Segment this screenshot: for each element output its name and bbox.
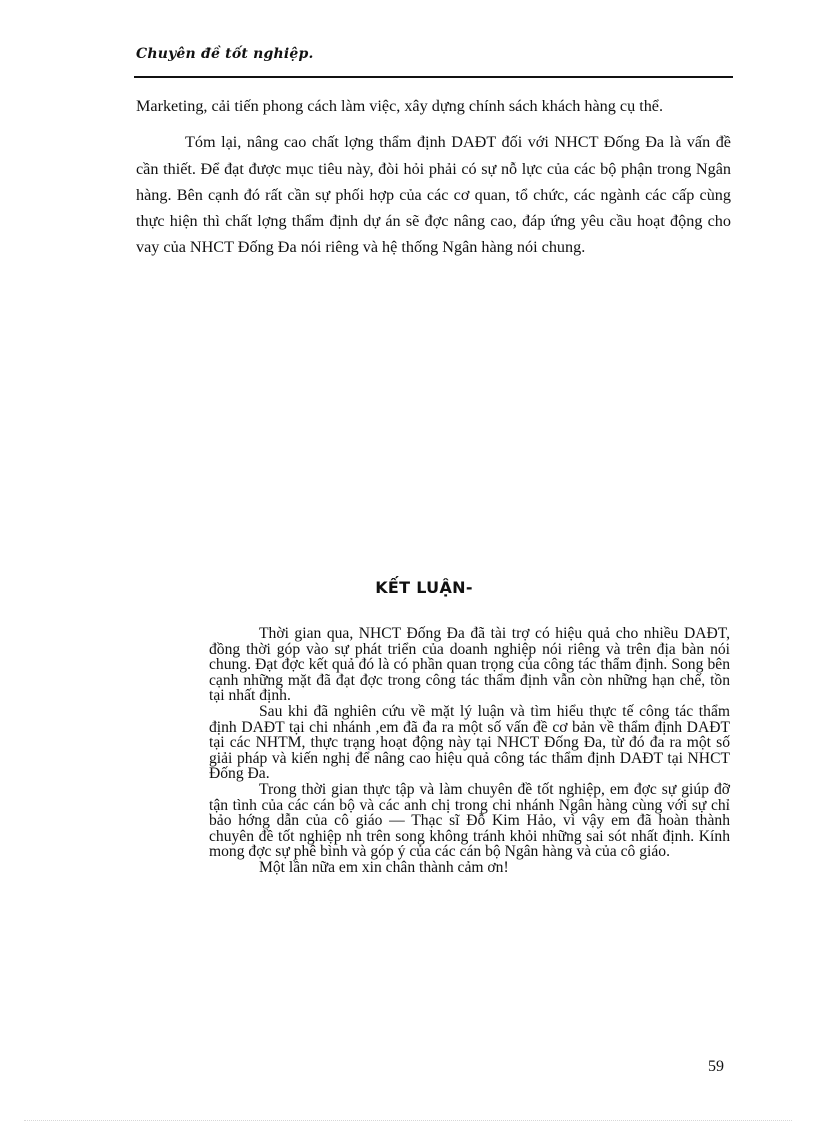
intro-text-block <box>136 93 731 261</box>
conclusion-paragraph-3: Trong thời gian thực tập và làm chuyên đề tốt nghiệp, em đợc sự giúp đỡ tận tình của các cán bộ và các anh chị trong chi nhánh Ngân hàng cùng với sự chỉ bảo hớng dẫn của cô giáo — Thạc sĩ Đỗ Kim Hảo, vì vậy em đã hoàn thành chuyên đề tốt nghiệp nh trên song không tránh khỏi những sai sót nhất định. Kính mong đợc sự phê bình và góp ý của các cán bộ Ngân hàng và của cô giáo. <box>209 780 730 861</box>
page-number: 59 <box>708 1058 724 1075</box>
conclusion-heading: KẾT LUẬN- <box>375 578 473 597</box>
conclusion-paragraph-2: Sau khi đã nghiên cứu về mặt lý luận và tìm hiểu thực tế công tác thẩm định DAĐT tại chi nhánh ,em đã đa ra một số vấn đề cơ bản về thẩm định DAĐT tại các NHTM, thực trạng hoạt động này tại NHCT Đống Đa, từ đó đa ra một số giải pháp và kiến nghị để nâng cao hiệu quả công tác thẩm định DAĐT tại NHCT Đống Đa. <box>209 702 730 783</box>
page-bottom-edge <box>24 1120 792 1121</box>
conclusion-paragraph-4: Một lần nữa em xin chân thành cảm ơn! <box>259 858 509 876</box>
conclusion-text-block <box>209 626 730 876</box>
intro-paragraph-summary: Tóm lại, nâng cao chất lợng thẩm định DAĐT đối với NHCT Đống Đa là vấn đề cần thiết. Để đạt được mục tiêu này, đòi hỏi phải có sự nỗ lực của các bộ phận trong Ngân hàng. Bên cạnh đó rất cần sự phối hợp của các cơ quan, tổ chức, các ngành các cấp cùng thực hiện thì chất lợng thẩm định dự án sẽ đợc nâng cao, đáp ứng yêu cầu hoạt động cho vay của NHCT Đống Đa nói riêng và hệ thống Ngân hàng nói chung. <box>136 133 731 257</box>
header-divider <box>134 76 733 78</box>
conclusion-paragraph-1: Thời gian qua, NHCT Đống Đa đã tài trợ có hiệu quả cho nhiều DAĐT, đồng thời góp vào sự phát triển của doanh nghiệp nói riêng và trên địa bàn nói chung. Đạt đợc kết quả đó là có phần quan trọng của công tác thẩm định. Song bên cạnh những mặt đã đạt đợc trong công tác thẩm định vẫn còn những hạn chế, tồn tại nhất định. <box>209 625 730 705</box>
running-header-title: Chuyên đề tốt nghiệp. <box>136 46 314 62</box>
intro-paragraph-continuation: Marketing, cải tiến phong cách làm việc, xây dựng chính sách khách hàng cụ thể. <box>136 97 664 115</box>
